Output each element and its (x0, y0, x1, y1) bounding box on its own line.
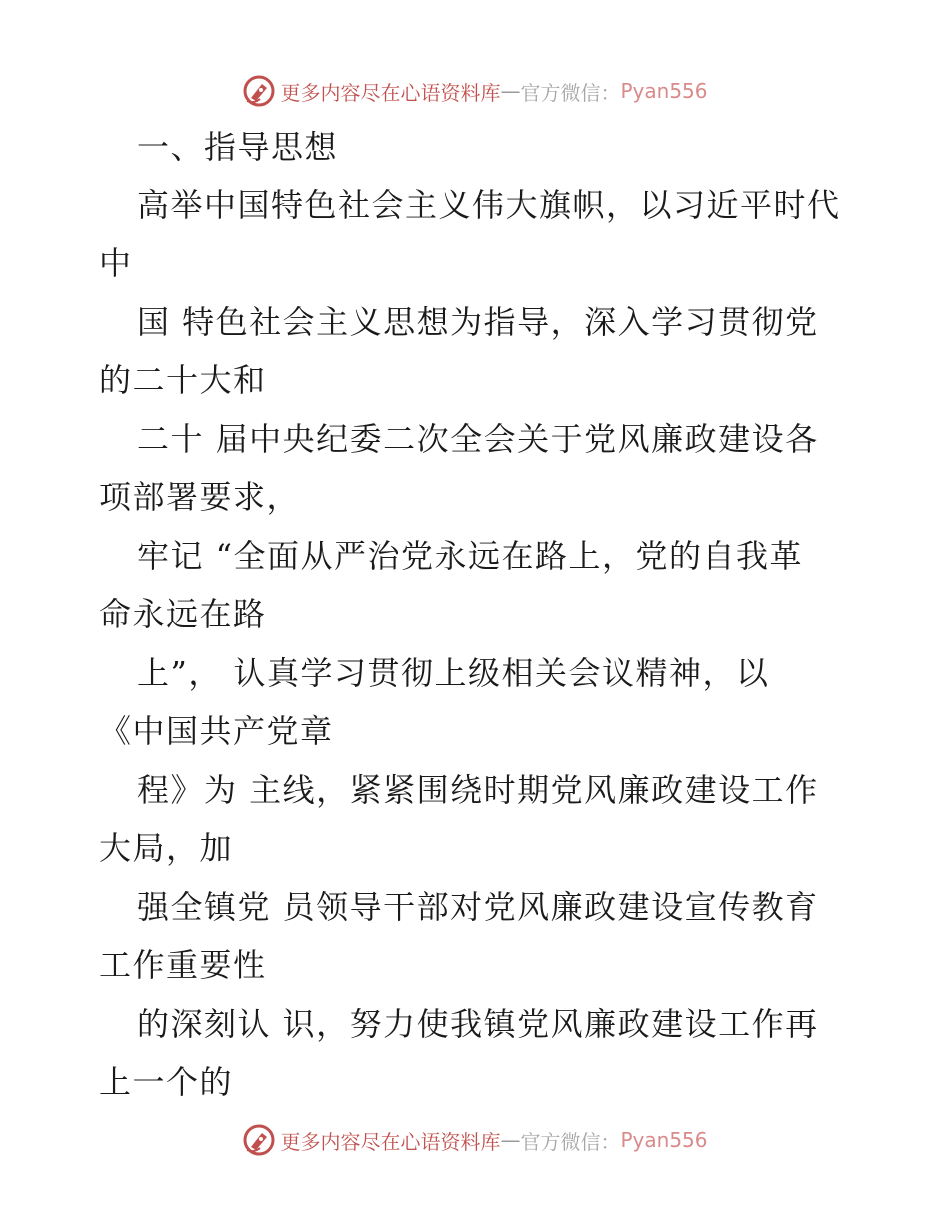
watermark-wechat-label: 官方微信： (520, 1129, 621, 1154)
paragraph-line: 上一个的 (99, 1063, 234, 1101)
watermark-separator: — (500, 1128, 521, 1152)
watermark-separator: — (500, 79, 521, 103)
paragraph-line: 高举中国特色社会主义伟大旗帜，以习近平时代 (137, 186, 841, 224)
paragraph-line: 命永远在路 (99, 595, 267, 633)
paragraph-line: 程》为 主线，紧紧围绕时期党风廉政建设工作 (137, 771, 819, 809)
paragraph-line: 工作重要性 (99, 946, 267, 984)
paragraph-line: 牢记 “全面从严治党永远在路上，党的自我革 (137, 537, 804, 575)
paragraph-line: 《中国共产党章 (99, 712, 334, 750)
watermark-wechat-label: 官方微信： (520, 80, 621, 105)
pen-nib-logo-icon (242, 74, 276, 108)
paragraph-line: 上”， 认真学习贯彻上级相关会议精神，以 (137, 654, 770, 692)
paragraph-line: 中 (99, 244, 133, 282)
pen-nib-logo-icon (242, 1123, 276, 1157)
paragraph-line: 项部署要求， (99, 478, 301, 516)
paragraph-line: 二十 届中央纪委二次全会关于党风廉政建设各 (137, 420, 819, 458)
watermark-wechat-id: Pyan556 (620, 1128, 708, 1152)
paragraph-line: 强全镇党 员领导干部对党风廉政建设宣传教育 (137, 888, 819, 926)
paragraph-line: 的深刻认 识，努力使我镇党风廉政建设工作再 (137, 1005, 819, 1043)
paragraph-line: 的二十大和 (99, 361, 267, 399)
watermark-text: 更多内容尽在心语资料库 (280, 1129, 501, 1154)
paragraph-line: 大局，加 (99, 829, 234, 867)
section-heading: 一、指导思想 (137, 128, 339, 166)
watermark-wechat-id: Pyan556 (620, 79, 708, 103)
header-watermark (0, 71, 950, 111)
paragraph-line: 国 特色社会主义思想为指导，深入学习贯彻党 (137, 303, 819, 341)
footer-watermark (0, 1120, 950, 1160)
watermark-text: 更多内容尽在心语资料库 (280, 80, 501, 105)
